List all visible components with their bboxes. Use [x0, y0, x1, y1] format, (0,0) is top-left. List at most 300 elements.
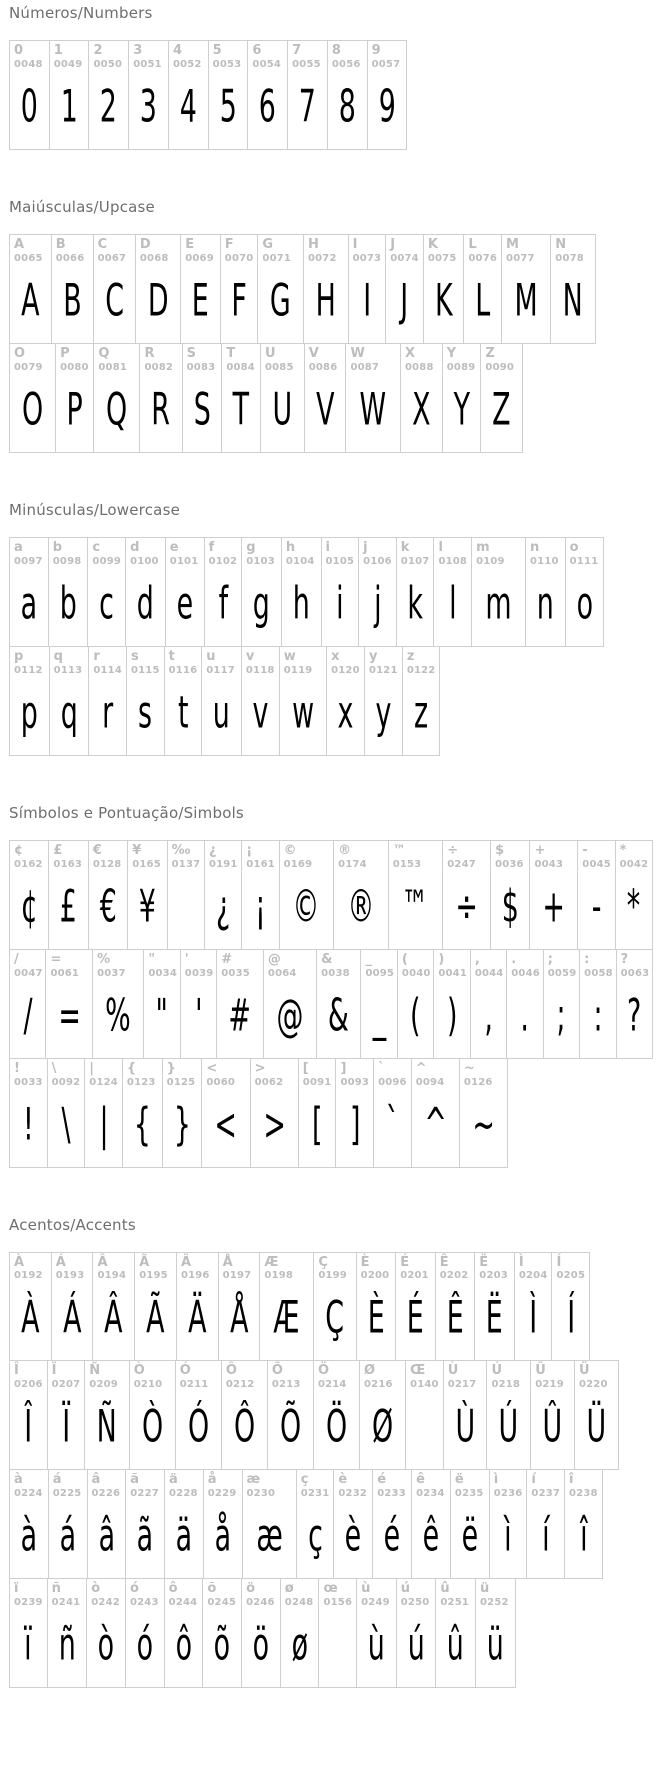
char-glyph: ¥: [138, 880, 156, 932]
char-unicode-code: 0083: [186, 361, 216, 373]
char-cell-header: [566, 538, 604, 568]
char-reference-label: >: [254, 1060, 266, 1076]
char-unicode-code: 0070: [224, 252, 254, 264]
char-unicode-code: 0202: [439, 1270, 469, 1282]
char-reference-label: K: [427, 236, 438, 252]
char-cell-header: [304, 235, 348, 265]
char-glyph: Ô: [233, 1401, 255, 1453]
char-glyph: E: [192, 274, 210, 327]
char-unicode-code: 0207: [51, 1379, 81, 1391]
char-reference-label: â: [91, 1472, 101, 1488]
char-reference-label: Q: [98, 345, 110, 361]
char-unicode-code: 0161: [246, 858, 275, 870]
char-cell-header: [578, 841, 614, 871]
char-cell-0053: [208, 40, 249, 150]
char-unicode-code: 0224: [14, 1488, 43, 1500]
char-glyph: &: [328, 989, 350, 1041]
char-glyph: 5: [219, 80, 237, 133]
char-cell-0123: [122, 1058, 163, 1168]
char-reference-label: Ò: [133, 1363, 145, 1379]
char-cell-header: [242, 538, 281, 568]
char-glyph: ù: [367, 1619, 385, 1671]
char-cell-header: [502, 235, 550, 265]
char-glyph-preview: [616, 871, 652, 949]
char-reference-label: Û: [535, 1363, 546, 1379]
char-cell-header: [475, 1253, 514, 1283]
char-cell-0115: [126, 646, 165, 756]
char-cell-0064: [263, 949, 317, 1059]
char-unicode-code: 0041: [438, 967, 467, 979]
char-cell-0088: [400, 343, 443, 453]
char-glyph: å: [214, 1510, 231, 1562]
char-unicode-code: 0058: [584, 967, 613, 979]
character-row: [9, 537, 653, 647]
char-cell-0091: [298, 1058, 337, 1168]
char-unicode-code: 0103: [246, 555, 275, 567]
char-reference-label: 7: [292, 43, 302, 58]
char-reference-label: Y: [446, 345, 457, 361]
char-glyph: â: [98, 1510, 115, 1562]
char-glyph: k: [407, 577, 423, 629]
char-unicode-code: 0080: [60, 361, 89, 373]
char-reference-label: V: [308, 345, 319, 361]
char-cell-0235: [450, 1469, 490, 1579]
char-glyph-preview: [165, 1609, 203, 1687]
char-glyph-preview: [219, 1282, 260, 1360]
char-glyph: s: [138, 686, 153, 738]
char-glyph-preview: [565, 1500, 602, 1578]
char-unicode-code: 0197: [222, 1270, 252, 1282]
char-cell-header: [85, 1361, 128, 1391]
char-reference-label: n: [530, 539, 540, 555]
char-glyph: ø: [291, 1619, 308, 1671]
char-unicode-code: 0217: [447, 1379, 477, 1391]
char-unicode-code: 0087: [350, 361, 380, 373]
char-cell-header: [471, 950, 506, 980]
char-unicode-code: 0081: [98, 361, 128, 373]
char-cell-0225: [48, 1469, 88, 1579]
char-unicode-code: 0237: [531, 1488, 561, 1500]
char-glyph: ¿: [215, 880, 231, 932]
char-unicode-code: 0209: [89, 1379, 118, 1391]
char-cell-header: [10, 950, 45, 980]
char-unicode-code: 0100: [130, 555, 159, 567]
char-unicode-code: 0245: [207, 1597, 237, 1609]
char-unicode-code: 0084: [226, 361, 255, 373]
char-reference-label: €: [92, 842, 102, 858]
char-glyph: Î: [24, 1401, 33, 1453]
char-reference-label: ä: [169, 1472, 178, 1488]
char-glyph-preview: [205, 871, 241, 949]
char-cell-header: [87, 1579, 125, 1609]
char-cell-0059: [543, 949, 580, 1059]
char-unicode-code: 0226: [91, 1488, 121, 1500]
char-reference-label: *: [619, 842, 627, 858]
char-cell-header: [88, 538, 125, 568]
char-unicode-code: 0061: [50, 967, 80, 979]
char-reference-label: X: [404, 345, 416, 361]
char-glyph-preview: [88, 1500, 126, 1578]
char-unicode-code: 0040: [401, 967, 431, 979]
char-reference-label: œ: [323, 1581, 338, 1597]
char-glyph-preview: [507, 980, 542, 1058]
char-cell-header: [88, 1470, 126, 1500]
char-reference-label: [: [302, 1060, 309, 1076]
char-glyph-preview: [264, 980, 316, 1058]
char-cell-0078: [550, 234, 595, 344]
char-unicode-code: 0062: [254, 1076, 284, 1088]
char-unicode-code: 0243: [129, 1597, 159, 1609]
char-cell-header: [396, 1253, 435, 1283]
char-cell-0207: [47, 1360, 86, 1470]
char-cell-0047: [9, 949, 46, 1059]
char-cell-header: [251, 1059, 298, 1089]
char-cell-header: [281, 1579, 319, 1609]
char-cell-header: [412, 1470, 450, 1500]
char-cell-0067: [93, 234, 136, 344]
char-glyph-preview: [48, 1609, 87, 1687]
char-cell-0076: [463, 234, 502, 344]
char-glyph-preview: [617, 980, 652, 1058]
char-glyph: Ö: [325, 1401, 348, 1453]
char-reference-label: ¿: [208, 842, 217, 858]
char-unicode-code: 0193: [55, 1270, 85, 1282]
char-cell-0104: [281, 537, 322, 647]
char-cell-0111: [565, 537, 605, 647]
char-cell-0230: [242, 1469, 297, 1579]
char-glyph: Ê: [446, 1292, 464, 1344]
char-cell-0101: [165, 537, 205, 647]
char-glyph: g: [253, 577, 271, 629]
char-glyph: ": [155, 989, 169, 1041]
char-cell-0220: [574, 1360, 619, 1470]
char-glyph-preview: [443, 374, 481, 452]
char-cell-0119: [279, 646, 327, 756]
char-glyph: l: [449, 577, 457, 629]
char-unicode-code: 0250: [400, 1597, 430, 1609]
char-cell-header: [360, 1361, 405, 1391]
char-reference-label: i: [325, 539, 330, 555]
char-unicode-code: 0112: [14, 664, 43, 676]
char-cell-header: [168, 841, 204, 871]
char-cell-header: [10, 1059, 47, 1089]
char-reference-label: É: [400, 1254, 410, 1270]
char-reference-label: E: [185, 236, 195, 252]
char-glyph: ç: [307, 1510, 323, 1562]
char-cell-header: [406, 1361, 443, 1391]
character-row: [9, 1578, 653, 1688]
char-unicode-code: 0125: [166, 1076, 196, 1088]
char-cell-0202: [435, 1252, 476, 1362]
char-glyph: €: [99, 880, 117, 932]
char-cell-header: [10, 1579, 47, 1609]
char-glyph: ÷: [455, 880, 478, 932]
lowercase-character-grid: [9, 537, 653, 756]
char-reference-label: ó: [129, 1581, 139, 1597]
char-glyph: n: [536, 577, 554, 629]
char-unicode-code: 0056: [331, 58, 361, 70]
char-cell-0252: [475, 1578, 516, 1688]
char-cell-header: [165, 1470, 203, 1500]
char-unicode-code: 0114: [93, 664, 122, 676]
section-accents: [9, 1216, 653, 1689]
char-glyph-preview: [544, 980, 579, 1058]
char-unicode-code: 0102: [208, 555, 238, 567]
char-cell-header: [444, 1361, 487, 1391]
char-reference-label: %: [97, 951, 111, 967]
char-unicode-code: 0204: [518, 1270, 548, 1282]
char-glyph: Â: [104, 1292, 124, 1344]
char-glyph-preview: [222, 1391, 267, 1469]
char-cell-0112: [9, 646, 50, 756]
char-glyph: Ï: [61, 1401, 70, 1453]
char-reference-label: o: [569, 539, 579, 555]
char-glyph-preview: [319, 1609, 356, 1687]
char-unicode-code: 0192: [14, 1270, 43, 1282]
char-cell-header: [575, 1361, 618, 1391]
char-cell-header: [436, 1579, 475, 1609]
char-unicode-code: 0169: [283, 858, 313, 870]
char-cell-header: [177, 1253, 218, 1283]
char-cell-header: [52, 1253, 93, 1283]
char-glyph: >: [262, 1098, 286, 1150]
char-unicode-code: 0203: [479, 1270, 508, 1282]
char-reference-label: v: [245, 648, 255, 664]
char-glyph-preview: [436, 1282, 475, 1360]
char-cell-header: [334, 841, 388, 871]
char-cell-0193: [51, 1252, 94, 1362]
char-cell-0073: [348, 234, 387, 344]
char-reference-label: 8: [331, 43, 341, 58]
char-unicode-code: 0111: [569, 555, 599, 567]
char-glyph: _: [372, 989, 386, 1041]
char-reference-label: à: [14, 1472, 23, 1488]
char-glyph: Ø: [371, 1401, 394, 1453]
char-cell-0057: [367, 40, 408, 150]
char-unicode-code: 0234: [416, 1488, 445, 1500]
char-reference-label: ]: [340, 1060, 347, 1076]
char-glyph: r: [102, 686, 114, 738]
char-unicode-code: 0194: [97, 1270, 127, 1282]
char-cell-header: [476, 1579, 515, 1609]
char-cell-0245: [202, 1578, 242, 1688]
char-cell-0201: [395, 1252, 436, 1362]
char-unicode-code: 0244: [168, 1597, 198, 1609]
char-glyph-preview: [434, 980, 469, 1058]
char-cell-header: [126, 538, 165, 568]
char-glyph-preview: [242, 1609, 280, 1687]
char-cell-0137: [167, 840, 205, 950]
char-glyph: á: [59, 1510, 76, 1562]
char-unicode-code: 0071: [262, 252, 292, 264]
char-unicode-code: 0233: [377, 1488, 406, 1500]
char-cell-header: [464, 235, 501, 265]
char-glyph-preview: [314, 1391, 359, 1469]
char-glyph-preview: [243, 1500, 296, 1578]
char-unicode-code: 0124: [89, 1076, 118, 1088]
char-unicode-code: 0231: [300, 1488, 330, 1500]
char-glyph-preview: [460, 1089, 507, 1167]
char-glyph-preview: [87, 1609, 125, 1687]
char-glyph-preview: [260, 1282, 313, 1360]
char-reference-label: Â: [97, 1254, 108, 1270]
char-cell-header: [368, 41, 407, 71]
char-cell-header: [181, 950, 216, 980]
char-glyph-preview: [204, 1500, 242, 1578]
char-reference-label: ÷: [447, 842, 459, 858]
char-glyph-preview: [526, 568, 565, 646]
section-title-lowercase: Minúsculas/Lowercase: [9, 500, 181, 519]
char-cell-0080: [55, 343, 94, 453]
char-glyph-preview: [88, 568, 125, 646]
char-cell-0118: [241, 646, 280, 756]
char-glyph-preview: [397, 568, 434, 646]
char-unicode-code: 0105: [325, 555, 355, 567]
char-glyph: Ì: [529, 1292, 538, 1344]
char-cell-header: [10, 647, 49, 677]
char-glyph-preview: [374, 1089, 411, 1167]
char-unicode-code: 0064: [267, 967, 297, 979]
char-glyph: T: [232, 383, 250, 436]
char-glyph-preview: [575, 1391, 618, 1469]
char-cell-0052: [168, 40, 209, 150]
char-glyph-preview: [48, 1089, 85, 1167]
char-cell-header: [472, 538, 525, 568]
char-cell-0106: [358, 537, 397, 647]
char-glyph-preview: [93, 1282, 134, 1360]
section-title-numbers: Números/Numbers: [9, 4, 153, 22]
char-glyph: W: [359, 383, 387, 436]
char-cell-0226: [87, 1469, 127, 1579]
char-cell-header: [616, 841, 652, 871]
char-reference-label: x: [331, 648, 340, 664]
char-unicode-code: 0077: [506, 252, 535, 264]
char-unicode-code: 0228: [169, 1488, 198, 1500]
char-cell-header: [397, 1579, 436, 1609]
char-reference-label: ¢: [14, 842, 24, 858]
char-glyph: Å: [229, 1292, 249, 1344]
char-reference-label: }: [166, 1060, 176, 1076]
char-unicode-code: 0048: [14, 58, 43, 70]
char-glyph-preview: [56, 374, 93, 452]
char-glyph-preview: [403, 677, 440, 755]
char-cell-header: [373, 1470, 411, 1500]
char-reference-label: Œ: [410, 1363, 426, 1379]
char-unicode-code: 0092: [51, 1076, 81, 1088]
char-unicode-code: 0057: [371, 58, 401, 70]
char-cell-header: [507, 950, 542, 980]
char-glyph-preview: [412, 1089, 459, 1167]
char-unicode-code: 0046: [511, 967, 540, 979]
char-glyph-preview: [181, 980, 216, 1058]
char-glyph: *: [627, 880, 641, 932]
char-cell-0239: [9, 1578, 48, 1688]
char-cell-header: [314, 1253, 355, 1283]
char-glyph-preview: [336, 1089, 373, 1167]
char-reference-label: ?: [620, 951, 629, 967]
char-cell-0061: [45, 949, 93, 1059]
char-reference-label: s: [130, 648, 139, 664]
char-unicode-code: 0085: [264, 361, 294, 373]
char-glyph-preview: [50, 71, 89, 149]
char-glyph-preview: [221, 265, 258, 343]
char-cell-0247: [442, 840, 491, 950]
char-unicode-code: 0220: [578, 1379, 608, 1391]
char-glyph: 6: [259, 80, 277, 133]
char-cell-header: [531, 1361, 574, 1391]
char-unicode-code: 0137: [171, 858, 201, 870]
char-cell-header: [443, 344, 481, 374]
char-glyph: -: [591, 880, 602, 932]
char-reference-label: ì: [493, 1472, 499, 1488]
char-glyph: ¡: [255, 880, 266, 932]
char-cell-header: [10, 1361, 47, 1391]
char-glyph: e: [176, 577, 193, 629]
char-cell-header: [386, 235, 423, 265]
char-reference-label: l: [438, 539, 443, 555]
char-reference-label: k: [400, 539, 410, 555]
char-glyph: J: [400, 274, 409, 327]
char-glyph: Ç: [325, 1292, 345, 1344]
char-cell-header: [314, 1361, 359, 1391]
char-cell-header: [297, 1470, 334, 1500]
char-cell-header: [526, 538, 565, 568]
char-cell-header: [299, 1059, 336, 1089]
char-cell-0083: [182, 343, 223, 453]
char-cell-header: [328, 41, 367, 71]
char-glyph: ô: [175, 1619, 192, 1671]
char-cell-header: [401, 344, 442, 374]
char-cell-0086: [304, 343, 347, 453]
char-glyph-preview: [10, 871, 48, 949]
char-glyph: Í: [566, 1292, 575, 1344]
char-unicode-code: 0104: [285, 555, 315, 567]
char-cell-0238: [564, 1469, 603, 1579]
char-glyph-preview: [464, 265, 501, 343]
char-cell-0205: [551, 1252, 590, 1362]
char-glyph: /: [23, 989, 33, 1041]
char-glyph: Ã: [146, 1292, 165, 1344]
char-cell-header: [217, 950, 263, 980]
char-cell-header: [336, 1059, 373, 1089]
char-cell-0199: [313, 1252, 356, 1362]
char-glyph-preview: [258, 265, 303, 343]
char-glyph: Ü: [586, 1401, 607, 1453]
char-glyph: ñ: [58, 1619, 76, 1671]
char-reference-label: Ç: [318, 1254, 328, 1270]
char-glyph: Q: [106, 383, 128, 436]
char-cell-header: [264, 950, 316, 980]
char-cell-0049: [49, 40, 90, 150]
char-glyph-preview: [202, 1089, 249, 1167]
char-glyph: L: [475, 274, 491, 327]
char-reference-label: î: [569, 1472, 574, 1488]
char-glyph-preview: [471, 980, 506, 1058]
char-cell-0213: [267, 1360, 314, 1470]
char-reference-label: q: [53, 648, 63, 664]
char-unicode-code: 0099: [92, 555, 122, 567]
char-unicode-code: 0090: [485, 361, 515, 373]
char-unicode-code: 0072: [307, 252, 337, 264]
char-unicode-code: 0086: [308, 361, 338, 373]
char-unicode-code: 0075: [427, 252, 457, 264]
char-glyph: 7: [298, 80, 317, 133]
char-glyph-preview: [580, 980, 615, 1058]
char-cell-0074: [385, 234, 424, 344]
char-reference-label: z: [406, 648, 415, 664]
char-cell-header: [565, 1470, 602, 1500]
char-cell-0046: [506, 949, 543, 1059]
